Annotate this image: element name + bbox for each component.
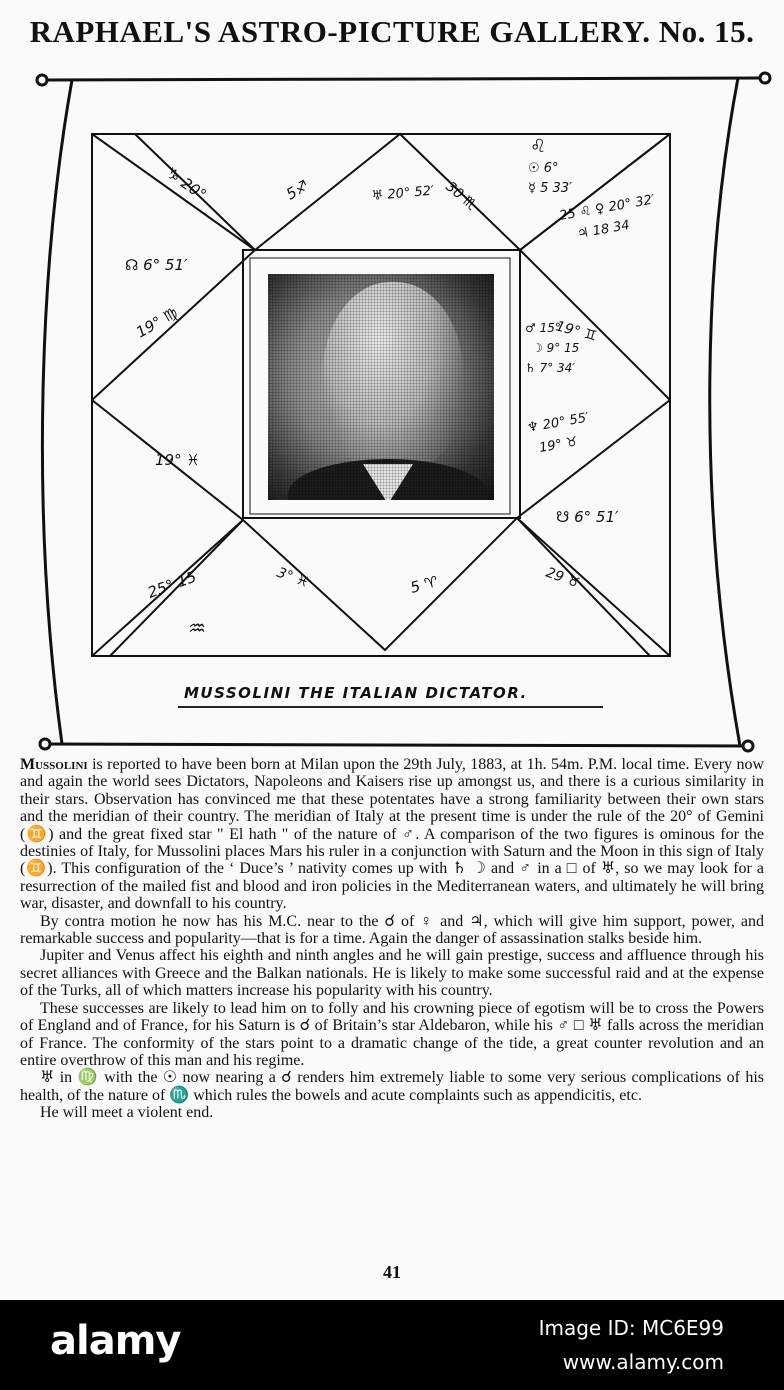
page-title: RAPHAEL'S ASTRO-PICTURE GALLERY. No. 15. [29,14,755,49]
jupiter-position: ♃ 18 34 [576,217,631,242]
paragraph-3: Jupiter and Venus affect his eighth and ninth angles and he will gain prestige, success and affluence through his secret alliances with Greece and the Balkan nationals. He is likely to make some successful raid and at the expense of the Turks, all of which matters increase his popularity with his country. [20,947,764,1000]
paragraph-4: These successes are likely to lead him on to folly and his crowning piece of egotism will be to cross the Powers of England and of France, for his Saturn is ☌ of Britain’s star Aldebaron, while his ♂ □ ♅ falls across the meridian of France. The conformity of the stars point to a dramatic change of the tide, a great counter revolution and an entire overthrow of this man and his regime. [20,999,764,1069]
sun-position: ☉ 6° [528,161,559,176]
alamy-logo[interactable]: alamy [50,1318,181,1364]
cusp-top-right: ♌ [530,136,547,157]
alamy-url[interactable]: www.alamy.com [562,1350,724,1374]
page-number: 41 [383,1262,401,1282]
article-body [20,756,764,1122]
mars-position: ♂ 15° [525,321,561,335]
cusp-top-mid-right: 30 ♏ [442,178,480,214]
cusp-top-left: ♑ 20° [162,163,210,204]
moon-position: ☽ 9° 15 [532,341,580,355]
paragraph-5: ♅ in ♍ with the ☉ now nearing a ☌ renders him extremely liable to some very serious complications of his health, of the nature of ♏ which rules the bowels and acute complaints such as appendicitis, etc. [20,1069,764,1104]
saturn-position: ♄ 7° 34′ [525,361,576,375]
paragraph-lead: Mussolini [20,756,88,773]
cusp-bottom-mid: 5 ♈ [408,572,440,597]
cusp-bottom-mid-left: 3° ♓ [274,564,312,592]
paragraph-6: He will meet a violent end. [40,1104,214,1122]
uranus-position: ♅ 20° 52′ [371,183,435,204]
cusp-top-mid-left: 5♐ [283,176,312,204]
image-id: Image ID: MC6E99 [538,1316,724,1340]
aquarius-sign: ♒ [188,616,206,640]
paragraph-1-text: is reported to have been born at Milan upon the 29th July, 1883, at 1h. 54m. P.M. local time. Every now and again the world sees Dictators, Napoleons and Kaisers rise up amongst us, and there is a curious similarity in their stars. Observation has convinced me that these potentates have a strong familiarity between their own stars and the meridian of their country. The meridian of Italy at the present time is under the rule of the 20° of Gemini (♊) and the great fixed star " El hath " of the nature of ♂. A comparison of the two figures is ominous for the destinies of Italy, for Mussolini places Mars his ruler in a conjunction with Saturn and the Moon in this sign of Italy (♊). This configuration of the ‘ Duce’s ’ nativity comes up with ♄ ☽ and ♂ in a □ of ♅, so we may look for a resurrection of the mailed fist and blood and iron policies in the Mediterranean waters, and ultimately he will bring war, disaster, and downfall to his country. [20,756,764,913]
chart-annotations [0,60,784,760]
cusp-right-upper: 19° ♊ [553,318,599,345]
venus-position: 25 ♌ ♀ 20° 32′ [558,192,657,224]
cusp-bottom-right: 29 ♉ [543,564,582,592]
node-right: ☋ 6° 51′ [556,508,619,526]
cusp-right-lower: 19° ♉ [538,434,579,456]
cusp-left-lower: 19° ♓ [155,451,200,469]
neptune-position: ♆ 20° 55′ [526,410,591,436]
paragraph-1 [20,756,764,913]
mercury-position: ☿ 5 33′ [528,181,573,196]
cusp-bottom-left: 25° 15 [145,567,199,602]
watermark-bar [0,1300,784,1390]
caption-underline [178,706,603,708]
chart-caption: MUSSOLINI THE ITALIAN DICTATOR. [184,684,528,702]
cusp-left-upper: 19° ♍ [133,303,181,342]
paragraph-2: By contra motion he now has his M.C. near to the ☌ of ♀ and ♃, which will give him support, power, and remarkable success and popularity—that is for a time. Again the danger of assassination stalks beside him. [20,912,764,948]
node-left: ☊ 6° 51′ [125,256,188,274]
